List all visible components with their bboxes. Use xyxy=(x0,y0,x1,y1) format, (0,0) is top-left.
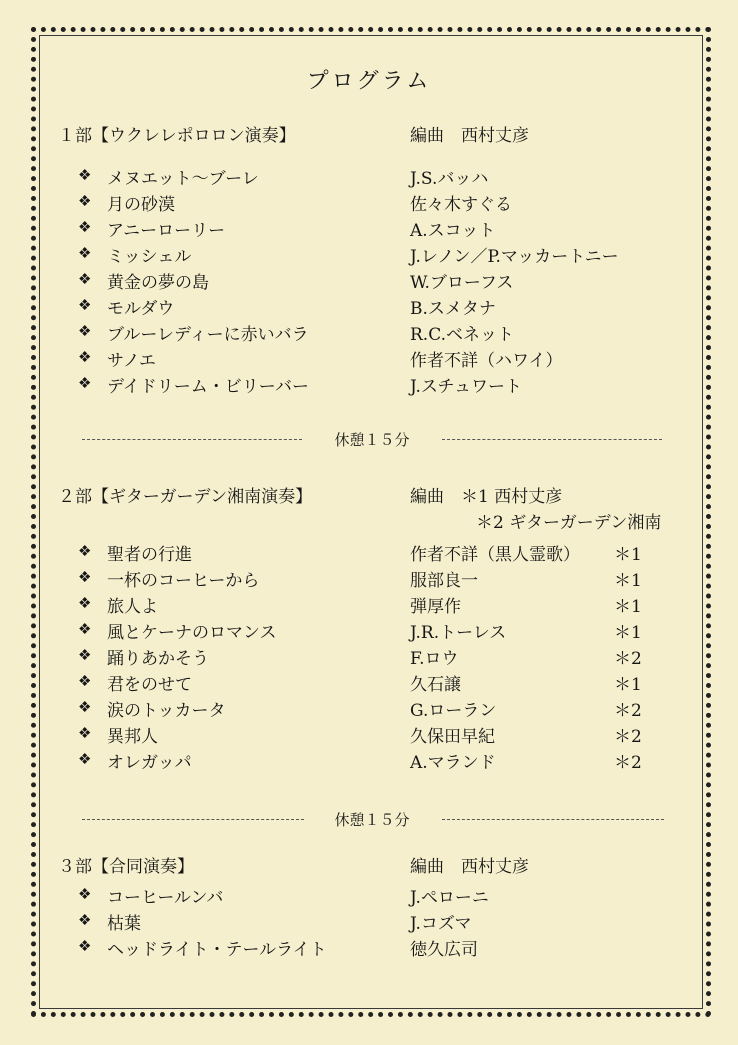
song-title: コーヒールンバ xyxy=(107,888,224,908)
composer: R.C.ベネット xyxy=(410,325,515,345)
composer: J.スチュワート xyxy=(410,377,523,397)
composer: J.レノン／P.マッカートニー xyxy=(410,247,619,267)
arranger-mark: ＊1 xyxy=(614,675,642,695)
diamond-bullet-icon: ❖ xyxy=(78,937,92,955)
song-title: 涙のトッカータ xyxy=(107,701,226,721)
composer: 作者不詳（ハワイ） xyxy=(410,351,563,371)
program-item xyxy=(0,372,738,398)
composer: A.マランド xyxy=(410,753,496,773)
arranger-mark: ＊1 xyxy=(614,571,642,591)
program-item xyxy=(0,696,738,722)
composer: G.ローラン xyxy=(410,701,497,721)
diamond-bullet-icon: ❖ xyxy=(78,568,92,586)
composer: 久保田早紀 xyxy=(410,727,495,747)
diamond-bullet-icon: ❖ xyxy=(78,218,92,236)
song-title: サノエ xyxy=(107,351,156,371)
program-item xyxy=(0,540,738,566)
song-title: 旅人よ xyxy=(107,597,158,617)
song-title: モルダウ xyxy=(107,299,175,319)
section-2-heading: ２部【ギターガーデン湘南演奏】 xyxy=(58,487,313,507)
program-item xyxy=(0,909,738,935)
program-item xyxy=(0,190,738,216)
song-title: 枯葉 xyxy=(107,914,141,934)
composer: J.S.バッハ xyxy=(410,169,489,189)
diamond-bullet-icon: ❖ xyxy=(78,296,92,314)
song-title: ブルーレディーに赤いバラ xyxy=(107,325,309,345)
diamond-bullet-icon: ❖ xyxy=(78,620,92,638)
song-title: 月の砂漠 xyxy=(107,195,175,215)
arranger-mark: ＊1 xyxy=(614,545,642,565)
diamond-bullet-icon: ❖ xyxy=(78,374,92,392)
diamond-bullet-icon: ❖ xyxy=(78,192,92,210)
intermission-label: 休憩１５分 xyxy=(334,811,410,829)
song-title: 異邦人 xyxy=(107,727,158,747)
diamond-bullet-icon: ❖ xyxy=(78,594,92,612)
diamond-bullet-icon: ❖ xyxy=(78,270,92,288)
program-item xyxy=(0,346,738,372)
program-item xyxy=(0,670,738,696)
diamond-bullet-icon: ❖ xyxy=(78,166,92,184)
diamond-bullet-icon: ❖ xyxy=(78,724,92,742)
intermission-1 xyxy=(82,430,662,450)
arranger-mark: ＊2 xyxy=(614,753,642,773)
diamond-bullet-icon: ❖ xyxy=(78,672,92,690)
section-3-heading: ３部【合同演奏】 xyxy=(58,857,194,877)
composer: J.ペローニ xyxy=(410,888,489,908)
section-1-arranger: 編曲 西村丈彦 xyxy=(410,126,529,146)
song-title: 踊りあかそう xyxy=(107,649,209,669)
song-title: 風とケーナのロマンス xyxy=(107,623,277,643)
program-item xyxy=(0,566,738,592)
program-item xyxy=(0,268,738,294)
program-item xyxy=(0,644,738,670)
program-item xyxy=(0,320,738,346)
composer: B.スメタナ xyxy=(410,299,496,319)
song-title: メヌエット～ブーレ xyxy=(107,169,259,189)
diamond-bullet-icon: ❖ xyxy=(78,244,92,262)
program-item xyxy=(0,164,738,190)
arranger-mark: ＊1 xyxy=(614,623,642,643)
composer: W.ブローフス xyxy=(410,273,514,293)
section-1-heading: １部【ウクレレポロロン演奏】 xyxy=(58,126,296,146)
section-2-arranger: 編曲 ＊1 西村丈彦 xyxy=(410,487,563,507)
dashed-rule-right xyxy=(442,439,662,440)
composer: 佐々木すぐる xyxy=(410,195,512,215)
section-3-arranger: 編曲 西村丈彦 xyxy=(410,857,529,877)
composer: 徳久広司 xyxy=(410,940,478,960)
section-2-arranger-2: ＊2 ギターガーデン湘南 xyxy=(476,513,662,533)
program-item xyxy=(0,242,738,268)
song-title: 君をのせて xyxy=(107,675,192,695)
arranger-mark: ＊2 xyxy=(614,727,642,747)
arranger-mark: ＊1 xyxy=(614,597,642,617)
diamond-bullet-icon: ❖ xyxy=(78,911,92,929)
song-title: ミッシェル xyxy=(107,247,192,267)
program-item xyxy=(0,883,738,909)
composer: J.R.トーレス xyxy=(410,623,507,643)
arranger-mark: ＊2 xyxy=(614,701,642,721)
song-title: ヘッドライト・テールライト xyxy=(107,940,327,960)
diamond-bullet-icon: ❖ xyxy=(78,750,92,768)
diamond-bullet-icon: ❖ xyxy=(78,322,92,340)
intermission-label: 休憩１５分 xyxy=(334,431,410,449)
composer: 久石譲 xyxy=(410,675,461,695)
song-title: デイドリーム・ビリーバー xyxy=(107,377,309,397)
program-item xyxy=(0,748,738,774)
page-title: プログラム xyxy=(306,69,432,94)
arranger-mark: ＊2 xyxy=(614,649,642,669)
composer: 服部良一 xyxy=(410,571,478,591)
composer: 弾厚作 xyxy=(410,597,461,617)
composer: F.ロウ xyxy=(410,649,459,669)
diamond-bullet-icon: ❖ xyxy=(78,885,92,903)
diamond-bullet-icon: ❖ xyxy=(78,698,92,716)
program-item xyxy=(0,592,738,618)
program-item xyxy=(0,722,738,748)
diamond-bullet-icon: ❖ xyxy=(78,646,92,664)
song-title: 黄金の夢の島 xyxy=(107,273,209,293)
program-item xyxy=(0,618,738,644)
diamond-bullet-icon: ❖ xyxy=(78,348,92,366)
song-title: 聖者の行進 xyxy=(107,545,192,565)
song-title: 一杯のコーヒーから xyxy=(107,571,260,591)
composer: 作者不詳（黒人霊歌） xyxy=(410,545,580,565)
composer: J.コズマ xyxy=(410,914,472,934)
program-item xyxy=(0,935,738,961)
composer: A.スコット xyxy=(410,221,496,241)
diamond-bullet-icon: ❖ xyxy=(78,542,92,560)
song-title: アニーローリー xyxy=(107,221,226,241)
program-item xyxy=(0,294,738,320)
song-title: オレガッパ xyxy=(107,753,192,773)
dashed-rule-right xyxy=(442,819,664,820)
program-item xyxy=(0,216,738,242)
intermission-2 xyxy=(82,810,662,830)
